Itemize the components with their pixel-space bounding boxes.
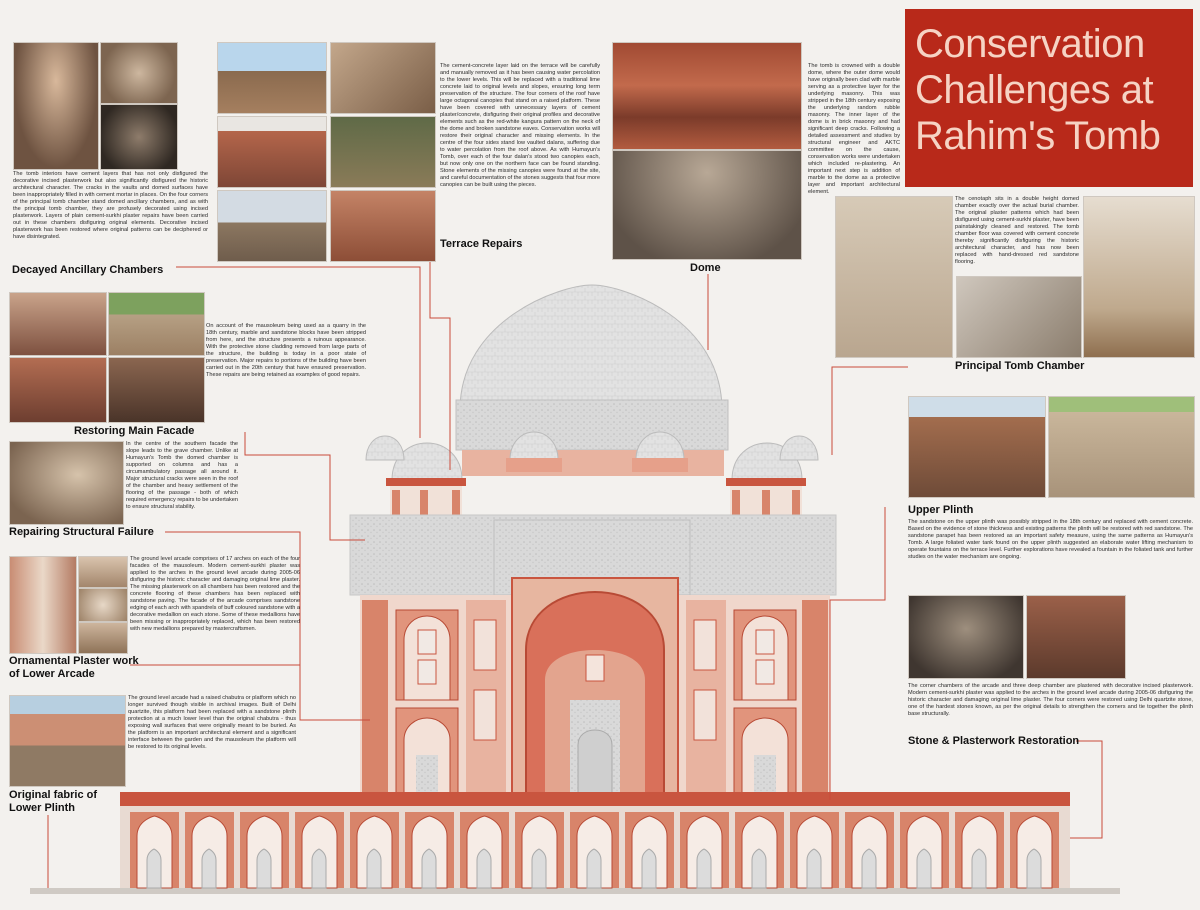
photo-medallion-1: [78, 556, 128, 588]
label-principal-chamber: Principal Tomb Chamber: [955, 360, 1085, 372]
photo-chamber-dome: [908, 595, 1024, 679]
photo-canopy: [217, 116, 327, 188]
label-dome: Dome: [690, 262, 721, 274]
photo-facade-arch: [9, 357, 107, 423]
photo-medallion-2: [78, 588, 128, 622]
label-main-facade: Restoring Main Facade: [74, 425, 195, 437]
photo-terrace-arch: [330, 42, 436, 114]
photo-sandstone-platform: [330, 190, 436, 262]
photo-cenotaph-dome: [1083, 196, 1195, 358]
label-structural-failure: Repairing Structural Failure: [9, 526, 154, 538]
photo-lower-plinth: [9, 695, 126, 787]
photo-workers: [108, 292, 205, 356]
photo-vaulted-dalan: [330, 116, 436, 188]
label-stone-plaster: Stone & Plasterwork Restoration: [908, 735, 1080, 747]
text-ornamental-plaster: The ground level arcade comprises of 17 arches on each of the four facades of the mausoleum. Modern cement-surkhi plaster was applied to the arches in the ground level arcade during 2005-06 disfiguring the historic character and damaging original lime plaster. The missing plasterwork on all chambers has been restored and the concrete flooring of these chambers has been replaced with sandstone paving. The facade of the arcade comprises sandstone edging of each arch with spandrels of buff coloured sandstone with a decorative medallion on each stone. Some of these medallions have been missing or inappropriately replaced, which has been restored with new medallions prepared by mastercraftsmen.: [130, 556, 300, 632]
text-main-facade: On account of the mausoleum being used as a quarry in the 18th century, marble and sandstone blocks have been stripped from here, and the structure presents a ruinous appearance. With the protective stone cladding removed from large parts of the structure, the building is today in a poor state of preservation. Major repairs to portions of the building have been carried out in the 20th century that have ensured preservation. These repairs are being retained as examples of good repairs.: [206, 323, 366, 378]
text-decayed-chambers: The tomb interiors have cement layers that has not only disfigured the decorative incised plasterwork but also significantly disfigured the historic architectural character. The cracks in the vaults and domed surfaces have been inappropriately filled in with cement mortar in places. On the four corners of the principal tomb chamber stand domed ancillary chambers, and as with the principal tomb chamber, they are profusely decorated using incised plasterwork. Layers of plain cement-surkhi plaster repairs have been carried out in these chambers disfiguring original elements. Decorative incised plasterwork has been restored where original patterns can be deciphered or have disintegrated.: [13, 171, 208, 240]
photo-plaster-work: [956, 276, 1082, 358]
photo-dome-inner: [612, 150, 802, 260]
label-lower-plinth: Original fabric of Lower Plinth: [9, 789, 98, 814]
photo-medallion-3: [78, 622, 128, 654]
photo-corner-chamber: [1026, 595, 1126, 679]
photo-tomb-chamber: [835, 196, 953, 358]
photo-dome-interior: [100, 104, 178, 170]
photo-water-tank: [1048, 396, 1195, 498]
label-decayed-chambers: Decayed Ancillary Chambers: [12, 264, 164, 276]
text-principal-chamber: The cenotaph sits in a double height domed chamber exactly over the actual burial chamber. The original plaster patterns which had been disfigured using cement-surkhi plaster, have been painstakingly cleaned and restored. The tomb chamber floor was covered with cement concrete thereby significantly disfiguring the historic architectural character, and has now been replaced with hand-dressed red sandstone flooring.: [955, 196, 1079, 265]
label-upper-plinth: Upper Plinth: [908, 504, 974, 516]
photo-chamber-arch: [13, 42, 99, 170]
text-lower-plinth: The ground level arcade had a raised chabutra or platform which no longer survived though visible in archival images. Built of Delhi quartzite, this platform had been replaced with a sandstone plinth protection at a much lower level than the original chabutra - thus exposing wall surfaces that were originally meant to be buried. As the platform is an important architectural element and a significant interface between the garden and the mausoleum the platform will be restored to its original levels.: [128, 695, 296, 750]
photo-arcade-plaster: [9, 556, 77, 654]
photo-upper-plinth-facade: [908, 396, 1046, 498]
text-upper-plinth: The sandstone on the upper plinth was possibly stripped in the 18th century and replaced with cement concrete. Based on the evidence of stone thickness and existing patterns the plinth will be restored with red sandstone. The sandstone parapet has been restored as an important safety measure, using the same patterns as Humayun's Tomb. A large foliated water tank found on the upper plinth suggested an elaborate water lifting mechanism to operate fountains on the terrace level. Further explorations have revealed a fountain in the foliated tank and further studies on the water mechanism are ongoing.: [908, 519, 1193, 560]
text-structural-failure: In the centre of the southern facade the slope leads to the grave chamber. Unlike at Humayun's Tomb the domed chamber is supported on columns and has a circumambulatory passage all around it. Major structural cracks were seen in the roof of the chamber and heavy settlement of the flooring of the passage - both of which required emergency repairs to be undertaken to ensure structural stability.: [126, 441, 238, 510]
photo-incised-dome: [100, 42, 178, 104]
photo-facade-detail: [108, 357, 205, 423]
photo-dome-drum: [612, 42, 802, 150]
text-stone-plaster: The corner chambers of the arcade and three deep chamber are plastered with decorative incised plasterwork. Modern cement-surkhi plaster was applied to the arches in the ground level arcade during 2005-06 disfiguring the historic character and damaging original lime plaster. The four corners were restored using Delhi quartzite stone, one of the hardest stones known, as per the original details to strengthen the corners and tie together the plinth base structurally.: [908, 683, 1193, 717]
photo-kiosk-dome: [217, 42, 327, 114]
label-terrace-repairs: Terrace Repairs: [440, 238, 523, 250]
text-dome: The tomb is crowned with a double dome, where the outer dome would have originally been clad with marble serving as a protective layer for the underlying masonry. This was stripped in the 18th century exposing the underlying random rubble masonry. The inner layer of the dome is in brick masonry and had significant deep cracks. Following a detailed assessment and studies by structural engineer and AKTC committee on the cause, conservation works were undertaken which included re-plastering. An important next step is addition of marble to the dome as a protective layer and important architectural element.: [808, 63, 900, 195]
photo-terrace-view: [217, 190, 327, 262]
label-ornamental-plaster: Ornamental Plaster work of Lower Arcade: [9, 655, 139, 680]
page-title: Conservation Challenges at Rahim's Tomb: [915, 22, 1161, 158]
photo-structural-repair: [9, 441, 124, 525]
text-terrace-repairs: The cement-concrete layer laid on the terrace will be carefully and manually removed as it has been causing water percolation to the lower levels. This will be replaced with a traditional lime concrete laid to original levels and slopes, ensuring long term preservation of the structure. The four corners of the roof have large octagonal canopies that stand on a raised platform. These have been covered with unnecessary layers of cement plaster/concrete, disfiguring their original profiles and decorative elements such as the red-white kangura pattern on the neck of the dome and broken sandstone eaves. Conservation works will restore their original character and missing elements. In the centre of the four sides stand low vaulted dalans, suffering due to water percolation from the roof above. As with Humayun's Tomb, over each of the four dalan's stood two canopies each, but now only one on the northern face can be found standing. Stone elements of the missing canopies were found at the site, and careful documentation of the stones suggests that four more canopies can be built using the pieces.: [440, 63, 600, 188]
photo-main-facade: [9, 292, 107, 356]
